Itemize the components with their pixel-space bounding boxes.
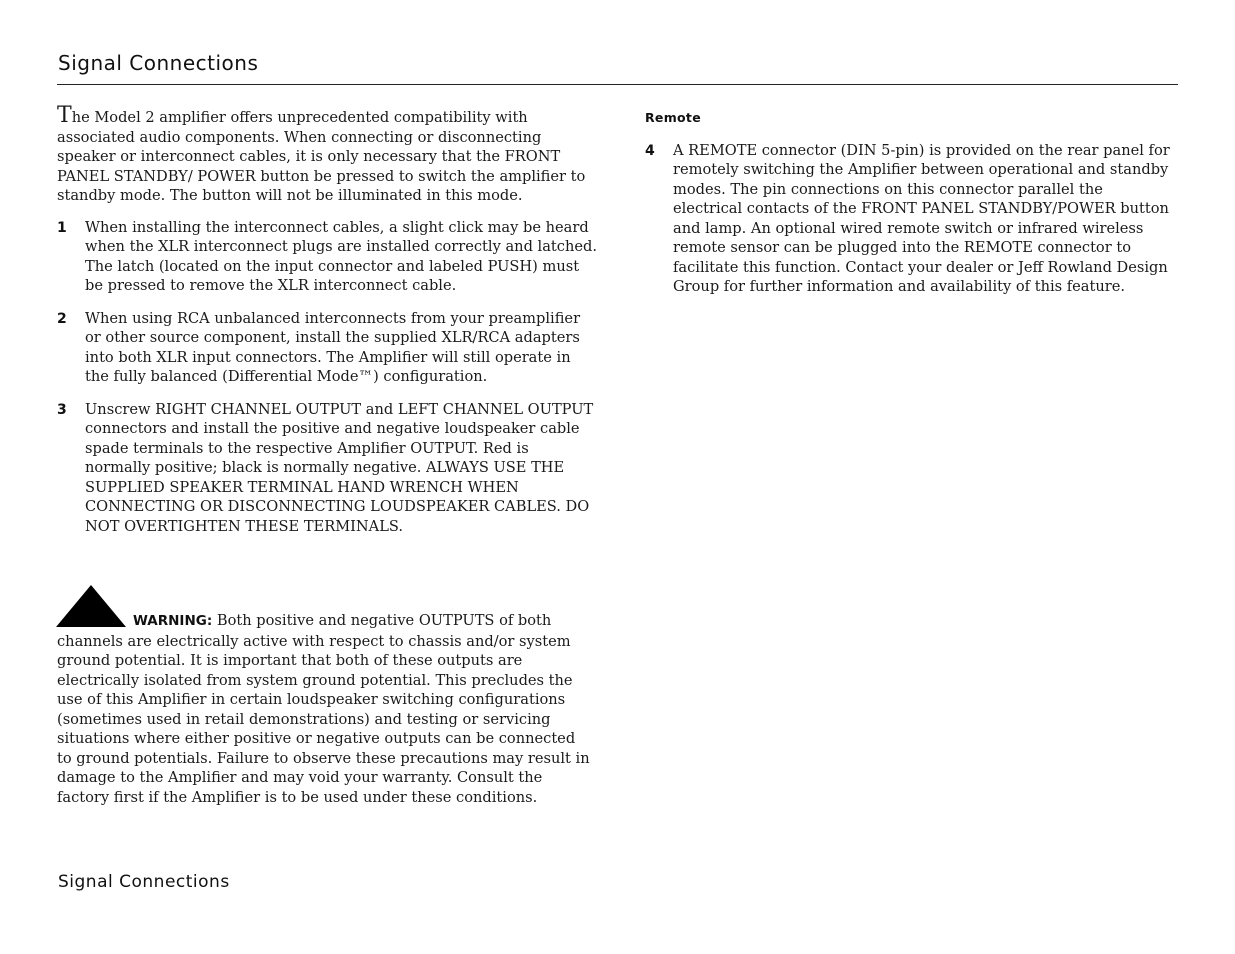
footer-title: Signal Connections: [58, 872, 230, 892]
warning-triangle-icon: [55, 584, 127, 628]
step-item-4: [645, 141, 1175, 297]
warning-label: WARNING:: [133, 613, 213, 629]
step-number: 4: [645, 142, 655, 159]
step-item-1: [57, 218, 597, 296]
step-number: 1: [57, 219, 67, 236]
intro-paragraph: [57, 103, 597, 206]
header-divider: [57, 84, 1178, 85]
warning-block: [57, 584, 592, 807]
step-number: 2: [57, 310, 67, 327]
page-title: Signal Connections: [58, 51, 259, 75]
remote-text: A REMOTE connector (DIN 5-pin) is provided on the rear panel for remotely switching the Amplifier between operational and standby modes. The pin connections on this connector parallel the electrical contacts of the FRONT PANEL STANDBY/POWER button and lamp. An optional wired remote switch or infrared wireless remote sensor can be plugged into the REMOTE connector to facilitate this function. Contact your dealer or Jeff Rowland Design Group for further information and availability of this feature.: [673, 141, 1170, 295]
intro-text: he Model 2 amplifier offers unprecedented compatibility with associated audio components. When connecting or disconnecting speaker or interconnect cables, it is only necessary that the FRONT PANEL STANDBY/ POWER button be pressed to switch the amplifier to standby mode. The button will not be illuminated in this mode.: [57, 109, 586, 204]
left-column: [57, 103, 597, 549]
step-number: 3: [57, 401, 67, 418]
intro-dropcap: T: [57, 103, 72, 128]
remote-heading: Remote: [645, 110, 701, 125]
step-text: When using RCA unbalanced interconnects from your preamplifier or other source component, install the supplied XLR/RCA adapters into both XLR input connectors. The Amplifier will still operate in the fully balanced (Differential Mode™) configuration.: [85, 309, 581, 385]
step-text: Unscrew RIGHT CHANNEL OUTPUT and LEFT CHANNEL OUTPUT connectors and install the positive and negative loudspeaker cable spade terminals to the respective Amplifier OUTPUT. Red is normally positive; black is normally negative. ALWAYS USE THE SUPPLIED SPEAKER TERMINAL HAND WRENCH WHEN CONNECTING OR DISCONNECTING LOUDSPEAKER CABLES. DO NOT OVERTIGHTEN THESE TERMINALS.: [85, 400, 594, 535]
step-item-2: [57, 309, 597, 387]
warning-text: Both positive and negative OUTPUTS of both channels are electrically active with respect to chassis and/or system ground potential. It is important that both of these outputs are electrically isolated from system ground potential. This precludes the use of this Amplifier in certain loudspeaker switching configurations (sometimes used in retail demonstrations) and testing or servicing situations where either positive or negative outputs can be connected to ground potentials. Failure to observe these precautions may result in damage to the Amplifier and may void your warranty. Consult the factory first if the Amplifier is to be used under these conditions.: [57, 612, 590, 806]
step-text: When installing the interconnect cables, a slight click may be heard when the XLR interconnect plugs are installed correctly and latched. The latch (located on the input connector and labeled PUSH) must be pressed to remove the XLR interconnect cable.: [85, 218, 597, 294]
right-column: [645, 108, 1175, 310]
warning-paragraph: [57, 584, 592, 807]
step-item-3: [57, 400, 597, 537]
